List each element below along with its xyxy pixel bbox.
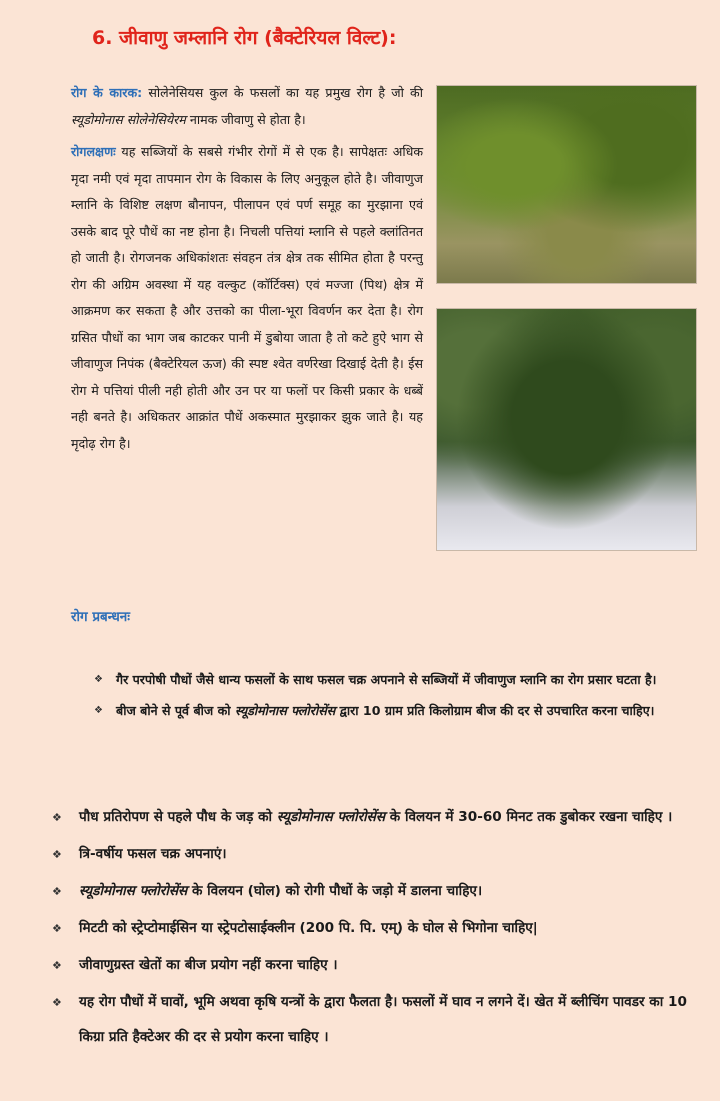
list-item xyxy=(52,874,702,909)
list-item-text: यह रोग पौधों में घावों, भूमि अथवा कृषि यन्त्रों के द्वारा फैलता है। फसलों में घाव न लगने दें। खेत में ब्लीचिंग पावडर का 10 किग्रा प्रति हैक्टेअर की दर से प्रयोग करना चाहिए । xyxy=(79,994,687,1045)
diamond-bullet-icon: ❖ xyxy=(94,674,103,685)
diamond-bullet-icon: ❖ xyxy=(52,848,62,861)
wilted-field-photo xyxy=(436,85,697,284)
diamond-bullet-icon: ❖ xyxy=(52,885,62,898)
management-sub-list xyxy=(94,666,684,724)
list-item xyxy=(94,666,684,694)
bioagent-name: स्यूडोमोनास फ्लोरोसेंस xyxy=(234,702,336,718)
list-item-text-before: बीज बोने से पूर्व बीज को xyxy=(116,702,235,718)
symptoms-label: रोगलक्षणः xyxy=(71,144,116,159)
bioagent-name: स्यूडोमोनास फ्लोरोसेंस xyxy=(276,809,386,825)
cause-text-after: नामक जीवाणु से होता है। xyxy=(185,111,306,127)
list-item-text: मिटटी को स्ट्रेप्टोमाईसिन या स्ट्रेपटोसाईक्लीन (200 पि. पि. एम्) के घोल से भिगोना चाहिए| xyxy=(79,920,538,936)
list-item-text: जीवाणुग्रस्त खेतों का बीज प्रयोग नहीं करना चाहिए । xyxy=(79,957,338,973)
diamond-bullet-icon: ❖ xyxy=(52,922,62,935)
pathogen-name: स्यूडोमोनास सोलेनेसियेरम xyxy=(71,111,186,127)
symptoms-text: यह सब्जियों के सबसे गंभीर रोगों में से एक है। सापेक्षतः अधिक मृदा नमी एवं मृदा तापमान रोग के विकास के लिए अनुकूल होते है। जीवाणुज म्लानि के विशिष्ट लक्षण बौनापन, पीलापन एवं पर्ण समूह का मुरझाना एवं उसके बाद पूरे पौधें का नष्ट होना है। निचली पत्तियां म्लानि से पहले क्लांतिनत हो जाती है। रोगजनक अधिकांशतः संवहन तंत्र क्षेत्र तक सीमित होता है परन्तु रोग की अग्रिम अवस्था में यह वल्कुट (कॉर्टिक्स) एवं मज्जा (पिथ) क्षेत्र में आक्रमण कर सकता है और उत्तको का पीला-भूरा विवर्णन कर देता है। रोग ग्रसित पौधों का भाग जब काटकर पानी में डुबोया जाता है तो कटे हुऐ भाग से जीवाणुज निपंक (बैक्टेरियल ऊज) की स्पष्ट श्वेत वर्णरेखा दिखाई देती है। ईस रोग मे पत्तियां पीली नही होती और उन पर या फलों पर किसी प्रकार के धब्बें नही बनते है। अधिकतर आक्रांत पौधें अकस्मात मुरझाकर झुक जाते है। यह मृदोढ़ रोग है। xyxy=(71,144,423,451)
list-item xyxy=(52,985,702,1055)
diamond-bullet-icon: ❖ xyxy=(94,704,103,716)
list-item-text-after: के विलयन (घोल) को रोगी पौधों के जड़ो में डालना चाहिए। xyxy=(187,883,483,899)
bioagent-name: स्यूडोमोनास फ्लोरोसेंस xyxy=(79,883,188,899)
cause-label: रोग के कारक: xyxy=(71,85,143,100)
list-item xyxy=(52,948,702,983)
list-item-text-after: के विलयन में 30-60 मिनट तक डुबोकर रखना चाहिए । xyxy=(385,809,673,825)
cause-text-before: सोलेनेसियस कुल के फसलों का यह प्रमुख रोग है जो की xyxy=(142,85,423,100)
cause-paragraph xyxy=(71,80,423,133)
list-item-text-after: द्वारा 10 ग्राम प्रति किलोग्राम बीज की दर से उपचारित करना चाहिए। xyxy=(335,702,655,718)
management-label: रोग प्रबन्धनः xyxy=(71,609,130,625)
list-item xyxy=(52,837,702,872)
list-item-text-before: पौध प्रतिरोपण से पहले पौध के जड़ को xyxy=(79,809,277,825)
description-column xyxy=(71,80,423,457)
diamond-bullet-icon: ❖ xyxy=(52,959,62,972)
diamond-bullet-icon: ❖ xyxy=(52,811,62,824)
list-item xyxy=(52,800,702,835)
wilted-plant-photo xyxy=(436,308,697,551)
list-item-text: त्रि-वर्षीय फसल चक्र अपनाएं। xyxy=(79,846,227,862)
diamond-bullet-icon: ❖ xyxy=(52,996,62,1009)
list-item xyxy=(52,911,702,946)
section-title: 6. जीवाणु जम्लानि रोग (बैक्टेरियल विल्ट): xyxy=(92,27,397,49)
list-item xyxy=(94,697,684,725)
list-item-text: गैर परपोषी पौधों जैसे धान्य फसलों के साथ फसल चक्र अपनाने से सब्जियों में जीवाणुज म्लानि का रोग प्रसार घटता है। xyxy=(116,672,657,687)
management-main-list xyxy=(52,800,702,1055)
symptoms-paragraph xyxy=(71,139,423,457)
